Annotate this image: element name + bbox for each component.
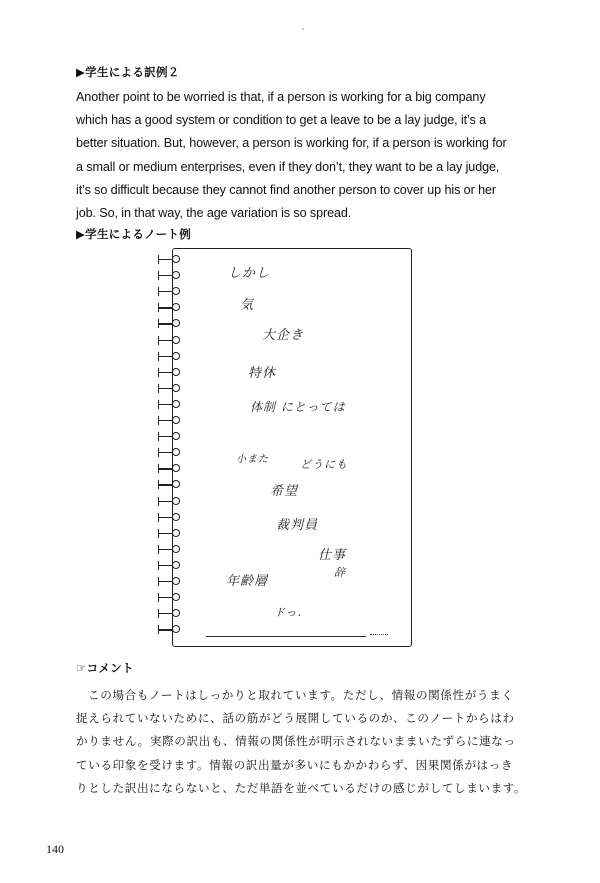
- spiral-ring: [158, 287, 188, 295]
- notebook-illustration: [172, 248, 412, 647]
- spiral-ring: [158, 625, 188, 633]
- spiral-ring: [158, 497, 188, 505]
- section-heading-student-translation: ▶学生による訳例２: [76, 65, 180, 79]
- spiral-ring: [158, 255, 188, 263]
- spiral-ring: [158, 561, 188, 569]
- spiral-ring: [158, 336, 188, 344]
- notebook-spiral-binding: [158, 255, 188, 645]
- spiral-ring: [158, 384, 188, 392]
- handwritten-note: 仕事: [318, 548, 347, 563]
- spiral-ring: [158, 432, 188, 440]
- spiral-ring: [158, 464, 188, 472]
- handwritten-note: どうにも: [300, 458, 348, 471]
- spiral-ring: [158, 416, 188, 424]
- handwritten-note: 小また: [236, 454, 269, 465]
- section-heading-student-notes: ▶学生によるノート例: [76, 227, 191, 241]
- handwritten-note: 特休: [248, 366, 277, 381]
- comment-line: りとした訳出にならないと、ただ単語を並べているだけの感じがしてしまいます。: [76, 780, 527, 795]
- spiral-ring: [158, 609, 188, 617]
- handwritten-note: しかし: [228, 266, 271, 281]
- translation-line: Another point to be worried is that, if a person is working for a big company: [76, 90, 486, 104]
- comment-line: 捉えられていないために、話の筋がどう展開しているのか、このノートからはわ: [76, 711, 515, 726]
- section-heading-comment: ☞コメント: [76, 661, 134, 675]
- spiral-ring: [158, 368, 188, 376]
- handwritten-note: ドっ.: [274, 606, 303, 619]
- handwritten-note: 大企き: [262, 328, 305, 343]
- translation-line: a small or medium enterprises, even if they don’t, they want to be a lay judge,: [76, 159, 500, 174]
- spiral-ring: [158, 577, 188, 585]
- notebook-underline: [206, 636, 366, 637]
- spiral-ring: [158, 400, 188, 408]
- spiral-ring: [158, 529, 188, 537]
- spiral-ring: [158, 593, 188, 601]
- handwritten-note: 裁判員: [276, 518, 319, 533]
- handwritten-note: 辞: [334, 566, 346, 579]
- student-translation-text: [76, 86, 534, 225]
- handwritten-note: 希望: [270, 484, 299, 499]
- spiral-ring: [158, 352, 188, 360]
- translation-line: better situation. But, however, a person is working for, if a person is working for: [76, 136, 507, 151]
- handwritten-note: 年齢層: [226, 574, 269, 589]
- spiral-ring: [158, 480, 188, 488]
- notebook-dotted-mark: [370, 634, 388, 636]
- translation-line: it’s so difficult because they cannot find another person to cover up his or her: [76, 182, 496, 197]
- translation-line: job. So, in that way, the age variation is so spread.: [76, 206, 352, 221]
- spiral-ring: [158, 271, 188, 279]
- spiral-ring: [158, 545, 188, 553]
- handwritten-note: 体制 にとっては: [250, 400, 346, 414]
- comment-line: この場合もノートはしっかりと取れています。ただし、情報の関係性がうまく: [88, 688, 514, 702]
- handwritten-note: 気: [240, 298, 255, 313]
- comment-text: [76, 684, 536, 800]
- page-number: 140: [46, 842, 64, 856]
- spiral-ring: [158, 448, 188, 456]
- comment-line: かりません。実際の訳出も、情報の関係性が明示されないままいたずらに連なっ: [76, 734, 516, 749]
- spiral-ring: [158, 303, 188, 311]
- spiral-ring: [158, 319, 188, 327]
- spiral-ring: [158, 513, 188, 521]
- translation-line: which has a good system or condition to get a leave to be a lay judge, it’s a: [76, 113, 487, 128]
- page-mark: [302, 28, 304, 30]
- comment-line: ている印象を受けます。情報の訳出量が多いにもかかわらず、因果関係がはっき: [76, 757, 514, 772]
